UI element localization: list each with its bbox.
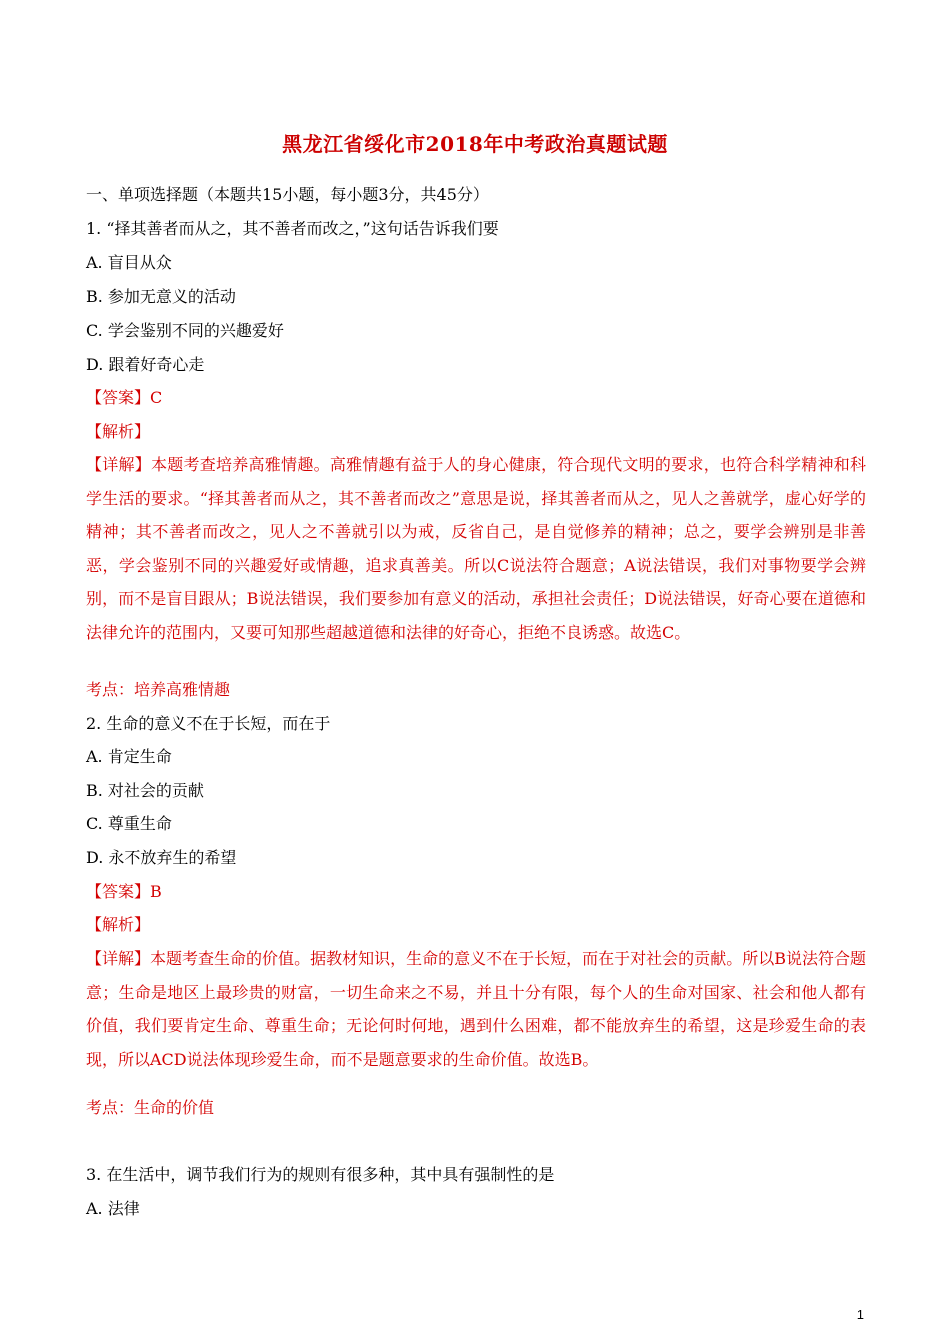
question-2-option-b: B. 对社会的贡献	[86, 781, 204, 800]
page-number: 1	[856, 1307, 864, 1322]
question-1-point: 考点：培养高雅情趣	[86, 680, 231, 699]
question-1-stem: 1. “择其善者而从之，其不善者而改之，”这句话告诉我们要	[86, 219, 499, 238]
question-1-option-d: D. 跟着好奇心走	[86, 355, 205, 374]
question-2-option-a: A. 肯定生命	[86, 747, 172, 766]
question-2-point: 考点：生命的价值	[86, 1098, 215, 1117]
question-1-option-c: C. 学会鉴别不同的兴趣爱好	[86, 321, 284, 340]
question-1-answer: 【答案】C	[86, 388, 163, 407]
question-1-option-a: A. 盲目从众	[86, 253, 172, 272]
question-2-stem: 2. 生命的意义不在于长短，而在于	[86, 714, 331, 733]
question-3-option-a: A. 法律	[86, 1199, 140, 1218]
question-1-option-b: B. 参加无意义的活动	[86, 287, 236, 306]
question-2-detail: 【详解】本题考查生命的价值。据教材知识，生命的意义不在于长短，而在于对社会的贡献。所以B说法符合题意；生命是地区上最珍贵的财富，一切生命来之不易，并且十分有限，每个人的生命对国家、社会和他人都有价值，我们要肯定生命、尊重生命；无论何时何地，遇到什么困难，都不能放弃生的希望，这是珍爱生命的表现，所以ACD说法体现珍爱生命，而不是题意要求的生命价值。故选B。	[86, 949, 866, 1069]
section-heading: 一、单项选择题（本题共15小题，每小题3分，共45分）	[86, 185, 489, 204]
question-1-analysis-label: 【解析】	[86, 422, 151, 441]
page-title: 黑龙江省绥化市2018年中考政治真题试题	[282, 132, 668, 156]
question-2-analysis-label: 【解析】	[86, 915, 151, 934]
question-2-answer: 【答案】B	[86, 882, 162, 901]
question-2-option-c: C. 尊重生命	[86, 814, 172, 833]
question-3-stem: 3. 在生活中，调节我们行为的规则有很多种，其中具有强制性的是	[86, 1165, 555, 1184]
question-1-detail: 【详解】本题考查培养高雅情趣。高雅情趣有益于人的身心健康，符合现代文明的要求，也符合科学精神和科学生活的要求。“择其善者而从之，其不善者而改之”意思是说，择其善者而从之，见人之善就学，虚心好学的精神；其不善者而改之，见人之不善就引以为戒，反省自己，是自觉修养的精神；总之，要学会辨别是非善恶，学会鉴别不同的兴趣爱好或情趣，追求真善美。所以C说法符合题意；A说法错误，我们对事物要学会辨别，而不是盲目跟从；B说法错误，我们要参加有意义的活动，承担社会责任；D说法错误，好奇心要在道德和法律允许的范围内，又要可知那些超越道德和法律的好奇心，拒绝不良诱惑。故选C。	[86, 455, 866, 642]
question-2-option-d: D. 永不放弃生的希望	[86, 848, 237, 867]
